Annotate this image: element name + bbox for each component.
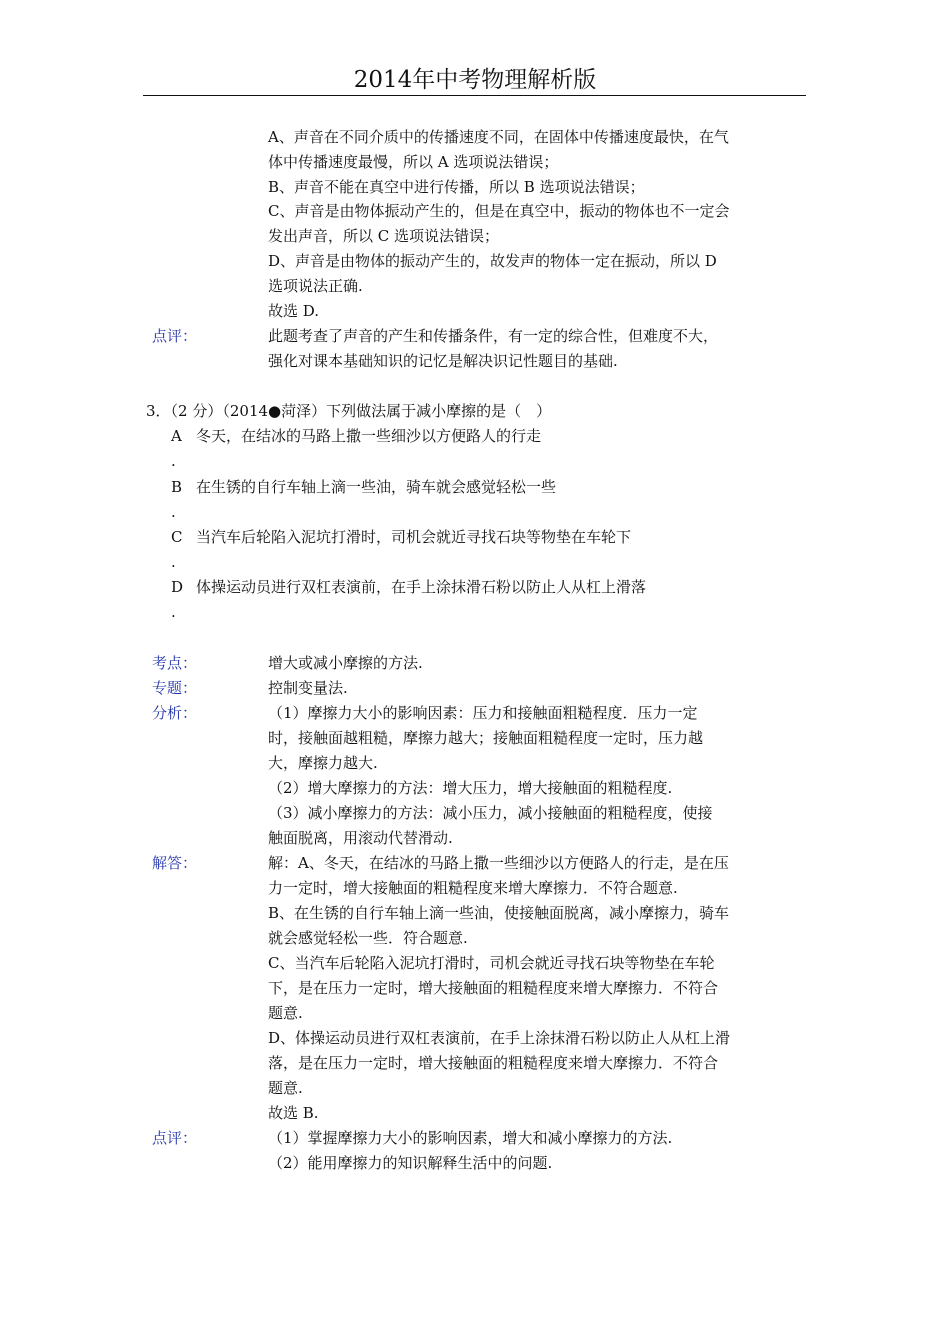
option-letter: C bbox=[171, 528, 183, 546]
fenxi-line: 触面脱离，用滚动代替滑动. bbox=[268, 829, 453, 847]
option-letter: A bbox=[171, 427, 182, 445]
jieda-line: 落，是在压力一定时，增大接触面的粗糙程度来增大摩擦力．不符合 bbox=[268, 1054, 719, 1072]
jieda-label: 解答： bbox=[152, 854, 198, 872]
option-dot: . bbox=[171, 603, 176, 621]
dianping-label: 点评： bbox=[152, 1129, 198, 1147]
analysis-line: C、声音是由物体振动产生的，但是在真空中，振动的物体也不一定会 bbox=[268, 202, 730, 220]
analysis-line: B、声音不能在真空中进行传播，所以 B 选项说法错误； bbox=[268, 178, 645, 196]
jieda-line: 故选 B. bbox=[268, 1104, 319, 1122]
dianping-line: （1）掌握摩擦力大小的影响因素，增大和减小摩擦力的方法. bbox=[268, 1129, 673, 1147]
question-stem: 3．（2 分）（2014●菏泽）下列做法属于减小摩擦的是（ ） bbox=[146, 402, 552, 420]
fenxi-line: 大，摩擦力越大. bbox=[268, 754, 378, 772]
option-text: 体操运动员进行双杠表演前，在手上涂抹滑石粉以防止人从杠上滑落 bbox=[196, 578, 647, 596]
jieda-line: 就会感觉轻松一些．符合题意. bbox=[268, 929, 468, 947]
analysis-line: 体中传播速度最慢，所以 A 选项说法错误； bbox=[268, 153, 559, 171]
fenxi-line: （3）减小摩擦力的方法：减小压力，减小接触面的粗糙程度，使接 bbox=[268, 804, 713, 822]
zhuanti-text: 控制变量法. bbox=[268, 679, 348, 697]
analysis-line: 发出声音，所以 C 选项说法错误； bbox=[268, 227, 500, 245]
option-dot: . bbox=[171, 452, 176, 470]
analysis-line: D、声音是由物体的振动产生的，故发声的物体一定在振动，所以 D bbox=[268, 252, 717, 270]
fenxi-line: 时，接触面越粗糙，摩擦力越大；接触面粗糙程度一定时，压力越 bbox=[268, 729, 704, 747]
jieda-line: 力一定时，增大接触面的粗糙程度来增大摩擦力．不符合题意. bbox=[268, 879, 678, 897]
option-dot: . bbox=[171, 553, 176, 571]
option-letter: B bbox=[171, 478, 183, 496]
fenxi-line: （2）增大摩擦力的方法：增大压力，增大接触面的粗糙程度. bbox=[268, 779, 673, 797]
analysis-line: A、声音在不同介质中的传播速度不同，在固体中传播速度最快，在气 bbox=[268, 128, 729, 146]
jieda-line: 解：A、冬天，在结冰的马路上撒一些细沙以方便路人的行走，是在压 bbox=[268, 854, 729, 872]
analysis-line: 选项说法正确. bbox=[268, 277, 363, 295]
comment-label: 点评： bbox=[152, 327, 198, 345]
fenxi-line: （1）摩擦力大小的影响因素：压力和接触面粗糙程度．压力一定 bbox=[268, 704, 698, 722]
header-divider bbox=[143, 95, 806, 96]
jieda-line: D、体操运动员进行双杠表演前，在手上涂抹滑石粉以防止人从杠上滑 bbox=[268, 1029, 731, 1047]
option-text: 在生锈的自行车轴上滴一些油，骑车就会感觉轻松一些 bbox=[196, 478, 557, 496]
page-title: 2014年中考物理解析版 bbox=[353, 67, 597, 93]
zhuanti-label: 专题： bbox=[152, 679, 198, 697]
jieda-line: 下，是在压力一定时，增大接触面的粗糙程度来增大摩擦力．不符合 bbox=[268, 979, 719, 997]
kaodian-label: 考点： bbox=[152, 654, 198, 672]
option-letter: D bbox=[171, 578, 184, 596]
comment-line: 此题考查了声音的产生和传播条件，有一定的综合性，但难度不大， bbox=[268, 327, 719, 345]
kaodian-text: 增大或减小摩擦的方法. bbox=[268, 654, 423, 672]
dianping-line: （2）能用摩擦力的知识解释生活中的问题. bbox=[268, 1154, 553, 1172]
fenxi-label: 分析： bbox=[152, 704, 198, 722]
jieda-line: B、在生锈的自行车轴上滴一些油，使接触面脱离，减小摩擦力，骑车 bbox=[268, 904, 730, 922]
jieda-line: 题意. bbox=[268, 1079, 303, 1097]
jieda-line: 题意. bbox=[268, 1004, 303, 1022]
jieda-line: C、当汽车后轮陷入泥坑打滑时，司机会就近寻找石块等物垫在车轮 bbox=[268, 954, 715, 972]
comment-line: 强化对课本基础知识的记忆是解决识记性题目的基础. bbox=[268, 352, 618, 370]
analysis-line: 故选 D. bbox=[268, 302, 320, 320]
option-text: 当汽车后轮陷入泥坑打滑时，司机会就近寻找石块等物垫在车轮下 bbox=[196, 528, 632, 546]
option-dot: . bbox=[171, 503, 176, 521]
option-text: 冬天，在结冰的马路上撒一些细沙以方便路人的行走 bbox=[196, 427, 542, 445]
